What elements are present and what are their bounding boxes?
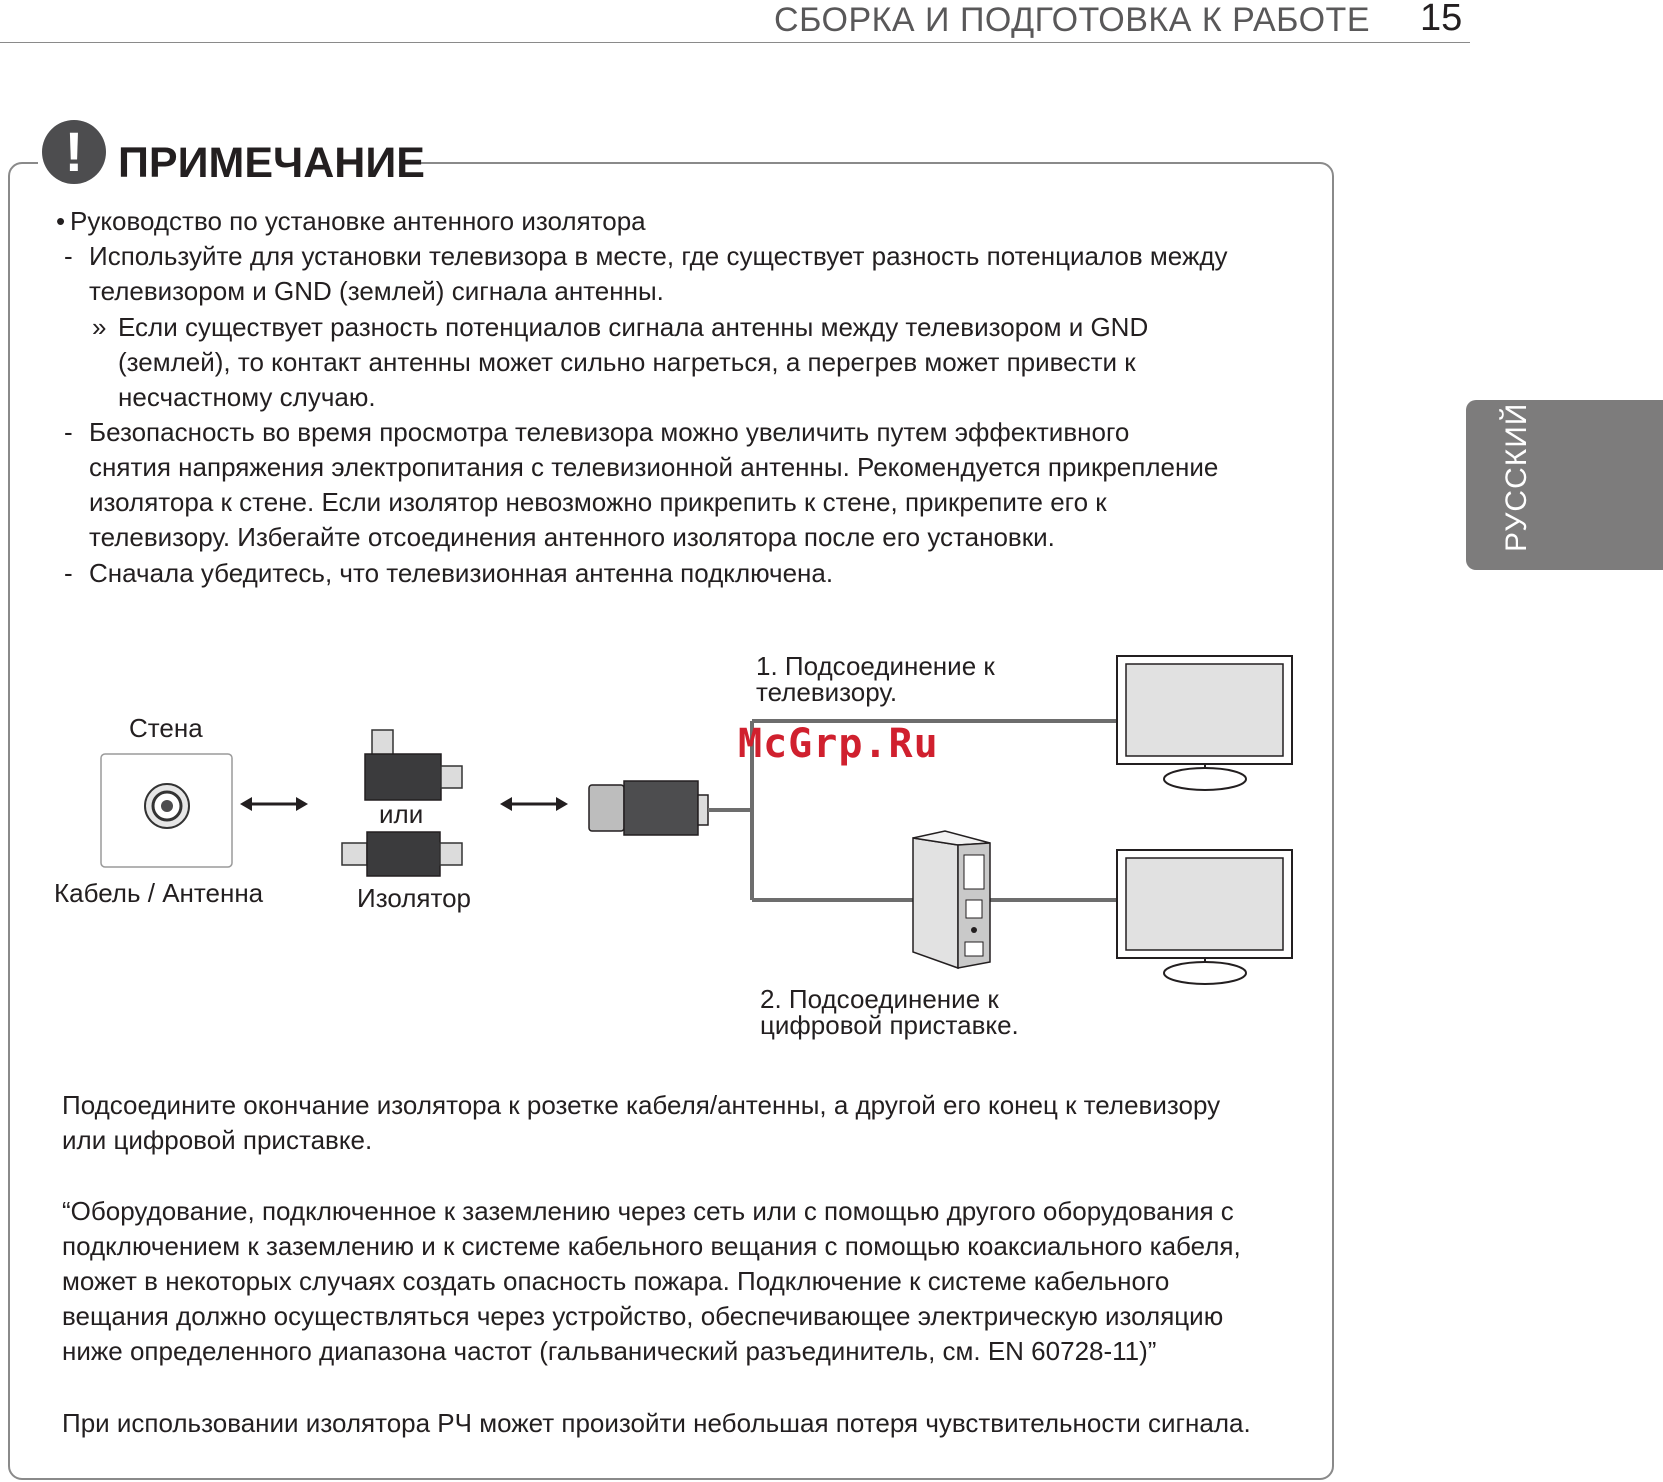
item2-line: изолятора к стене. Если изолятор невозможно прикрепить к стене, прикрепите его к [89,487,1107,517]
bullet-marker: • [56,206,66,236]
bidirectional-arrow [240,797,308,811]
wall-label: Стена [129,713,203,743]
item3-line: Сначала убедитесь, что телевизионная антенна подключена. [89,558,834,588]
isolator-angled [365,730,462,800]
quote-paragraph-line: вещания должно осуществляться через устройство, обеспечивающее электрическую изоляцию [62,1301,1224,1331]
bullet-title: Руководство по установке антенного изолятора [70,206,646,236]
coax-plug [589,781,708,835]
dash-marker: - [64,558,73,588]
note-title: ПРИМЕЧАНИЕ [118,139,425,187]
isolator-label: Изолятор [357,883,471,913]
outlet-label: Кабель / Антенна [54,878,264,908]
wall-outlet [101,754,232,867]
quote-paragraph-line: “Оборудование, подключенное к заземлению через сеть или с помощью другого оборудования с [62,1196,1234,1226]
tv-connection-label: телевизору. [756,677,898,707]
connect-paragraph-line: Подсоедините окончание изолятора к розетке кабеля/антенны, а другой его конец к телевизору [62,1090,1221,1120]
exclamation-icon: ! [42,120,106,184]
dash-marker: - [64,241,73,271]
bidirectional-arrow [500,797,568,811]
rf-paragraph-line: При использовании изолятора РЧ может произойти небольшая потеря чувствительности сигнала. [62,1408,1251,1438]
set-top-box-icon [913,831,990,968]
sub-marker: » [92,312,107,342]
tv-connection-label: 1. Подсоединение к [756,651,995,681]
item2-line: снятия напряжения электропитания с телевизионной антенны. Рекомендуется прикрепление [89,452,1219,482]
stb-connection-label: цифровой приставке. [760,1010,1019,1040]
page-number: 15 [1420,0,1463,39]
connect-paragraph-line: или цифровой приставке. [62,1125,373,1155]
isolator-straight [342,832,462,876]
quote-paragraph-line: подключением к заземлению и к системе кабельного вещания с помощью коаксиального кабеля, [62,1231,1241,1261]
item2-line: Безопасность во время просмотра телевизора можно увеличить путем эффективного [89,417,1130,447]
item1-sub-line: (землей), то контакт антенны может сильно нагреться, а перегрев может привести к [118,347,1136,377]
watermark: McGrp.Ru [738,721,939,767]
item1-line: телевизором и GND (землей) сигнала антенны. [89,276,664,306]
item2-line: телевизору. Избегайте отсоединения антенного изолятора после его установки. [89,522,1055,552]
tv-icon [1117,656,1292,790]
language-tab-label: РУССКИЙ [1500,402,1533,552]
dash-marker: - [64,417,73,447]
quote-paragraph-line: ниже определенного диапазона частот (гальванический разъединитель, см. EN 60728-11)” [62,1336,1157,1366]
quote-paragraph-line: может в некоторых случаях создать опасность пожара. Подключение к системе кабельного [62,1266,1170,1296]
item1-sub-line: несчастному случаю. [118,382,376,412]
tv-icon [1117,850,1292,984]
stb-connection-label: 2. Подсоединение к [760,984,999,1014]
or-label: или [379,799,424,829]
section-title: СБОРКА И ПОДГОТОВКА К РАБОТЕ [774,1,1370,39]
item1-line: Используйте для установки телевизора в месте, где существует разность потенциалов между [89,241,1228,271]
item1-sub-line: Если существует разность потенциалов сигнала антенны между телевизором и GND [118,312,1149,342]
